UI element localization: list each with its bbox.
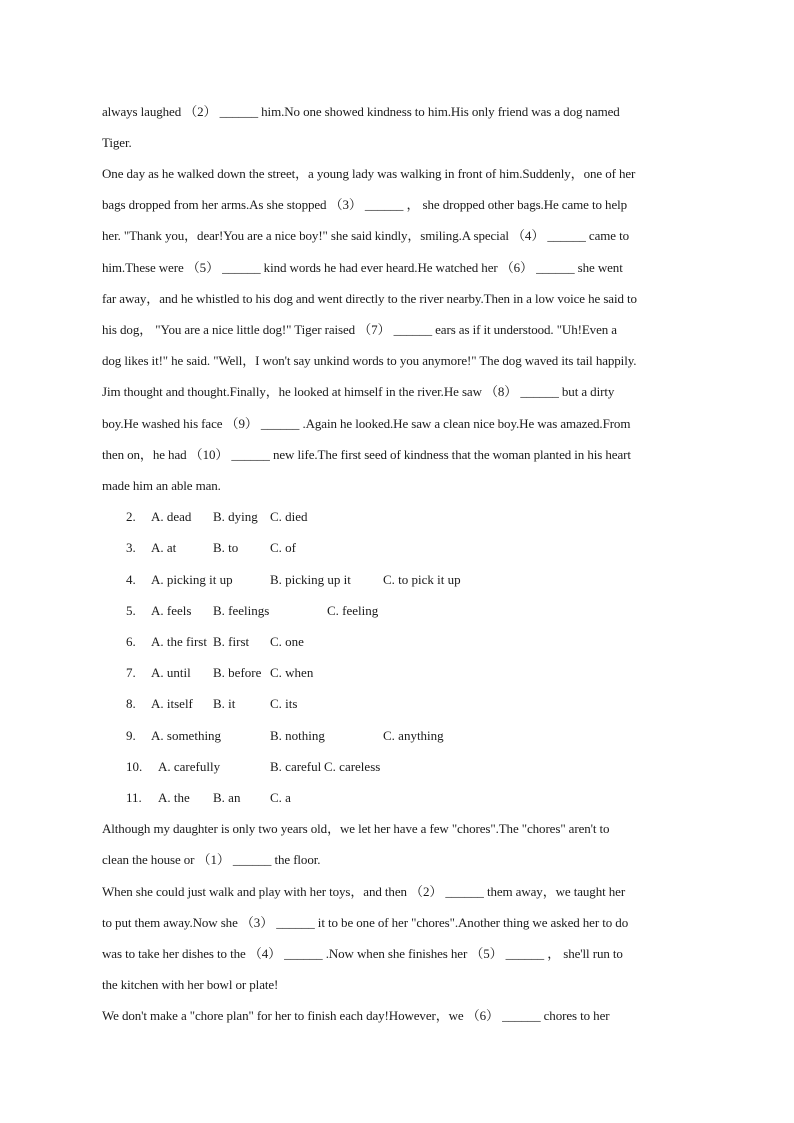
option-a: A. dead	[151, 509, 192, 524]
option-a: A. itself	[151, 696, 193, 711]
passage-line: made him an able man.	[102, 478, 221, 493]
option-a: A. carefully	[158, 759, 221, 774]
option-c: C. when	[270, 665, 314, 680]
option-a: A. something	[151, 728, 222, 743]
passage-line: clean the house or （1） ______ the floor.	[102, 852, 321, 867]
option-c: C. to pick it up	[383, 572, 461, 587]
passage-line: One day as he walked down the street，a young lady was walking in front of him.Suddenly，one of her	[102, 166, 636, 181]
passage-line: the kitchen with her bowl or plate!	[102, 977, 279, 992]
passage-line: dog likes it!" he said. "Well，I won't say unkind words to you anymore!" The dog waved its tail happily.	[102, 353, 637, 368]
question-number: 9.	[126, 728, 136, 743]
option-b: B. nothing	[270, 728, 325, 743]
passage-line: We don't make a "chore plan" for her to finish each day!However，we （6） ______ chores to her	[102, 1008, 610, 1023]
passage-line: was to take her dishes to the （4） ______ .Now when she finishes her （5） ______ ， she'll run to	[102, 946, 623, 961]
option-a: A. picking it up	[151, 572, 233, 587]
passage-line: bags dropped from her arms.As she stopped （3） ______ ， she dropped other bags.He came to help	[102, 197, 628, 212]
option-c: C. one	[270, 634, 304, 649]
passage-line: When she could just walk and play with her toys，and then （2） ______ them away，we taught her	[102, 884, 626, 899]
option-c: C. anything	[383, 728, 444, 743]
question-number: 11.	[126, 790, 142, 805]
option-b: B. before	[213, 665, 262, 680]
question-number: 3.	[126, 540, 136, 555]
option-b: B. careful	[270, 759, 322, 774]
passage-line: him.These were （5） ______ kind words he had ever heard.He watched her （6） ______ she went	[102, 260, 623, 275]
question-number: 5.	[126, 603, 136, 618]
option-a: A. feels	[151, 603, 192, 618]
passage-line: to put them away.Now she （3） ______ it to be one of her "chores".Another thing we asked her to do	[102, 915, 629, 930]
option-c: C. died	[270, 509, 308, 524]
passage-line: always laughed （2） ______ him.No one showed kindness to him.His only friend was a dog named	[102, 104, 620, 119]
passage-line: far away，and he whistled to his dog and went directly to the river nearby.Then in a low voice he said to	[102, 291, 637, 306]
option-b: B. picking up it	[270, 572, 351, 587]
option-c: C. feeling	[327, 603, 379, 618]
question-number: 6.	[126, 634, 136, 649]
question-number: 4.	[126, 572, 136, 587]
option-a: A. until	[151, 665, 191, 680]
option-a: A. the	[158, 790, 190, 805]
option-a: A. the first	[151, 634, 207, 649]
question-number: 8.	[126, 696, 136, 711]
option-b: B. an	[213, 790, 241, 805]
option-c: C. a	[270, 790, 291, 805]
option-c: C. its	[270, 696, 298, 711]
option-b: B. feelings	[213, 603, 270, 618]
passage-line: Jim thought and thought.Finally，he looked at himself in the river.He saw （8） ______ but a dirty	[102, 384, 615, 399]
option-c: C. of	[270, 540, 296, 555]
passage-line: his dog， "You are a nice little dog!" Tiger raised （7） ______ ears as if it understood. "Uh!Even a	[102, 322, 617, 337]
question-number: 10.	[126, 759, 143, 774]
option-b: B. first	[213, 634, 250, 649]
question-number: 2.	[126, 509, 136, 524]
question-number: 7.	[126, 665, 136, 680]
passage-line: then on，he had （10） ______ new life.The first seed of kindness that the woman planted in his heart	[102, 447, 631, 462]
option-c: C. careless	[324, 759, 381, 774]
passage-line: Tiger.	[102, 135, 132, 150]
passage-line: boy.He washed his face （9） ______ .Again he looked.He saw a clean nice boy.He was amazed.From	[102, 416, 631, 431]
option-a: A. at	[151, 540, 177, 555]
option-b: B. dying	[213, 509, 258, 524]
option-b: B. it	[213, 696, 236, 711]
passage-line: her. "Thank you，dear!You are a nice boy!" she said kindly，smiling.A special （4） ______ came to	[102, 228, 630, 243]
option-b: B. to	[213, 540, 239, 555]
passage-line: Although my daughter is only two years old，we let her have a few "chores".The "chores" aren't to	[102, 821, 610, 836]
